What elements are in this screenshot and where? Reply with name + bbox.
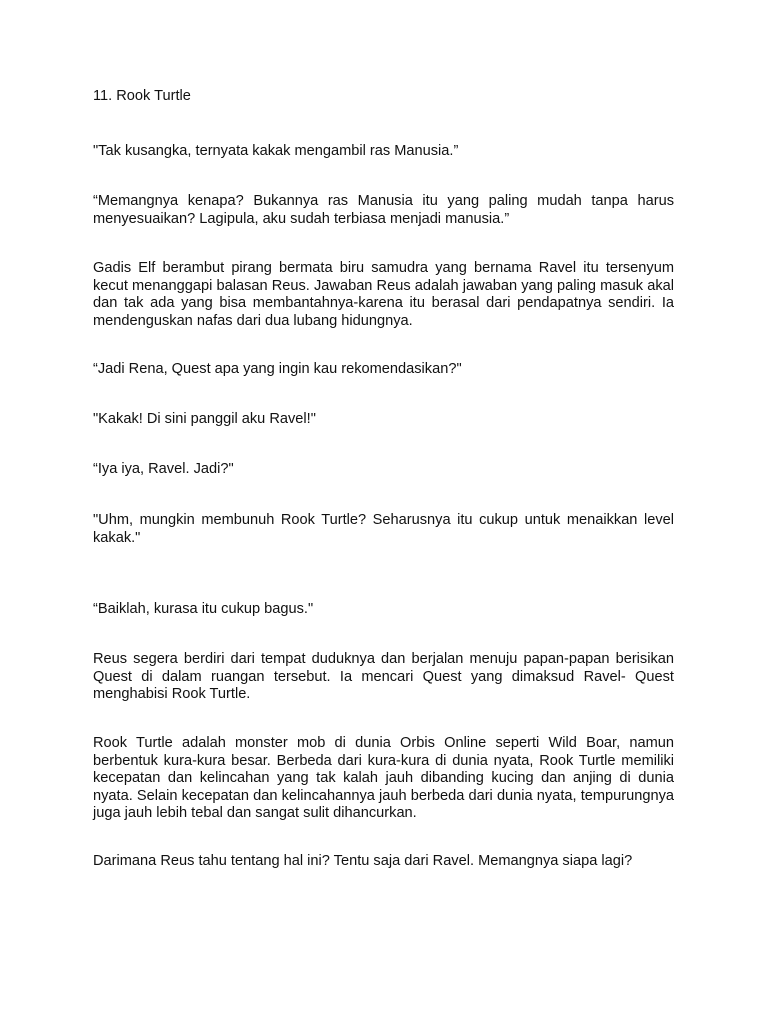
paragraph-9: Reus segera berdiri dari tempat duduknya dan berjalan menuju papan-papan berisikan Quest di dalam ruangan tersebut. Ia mencari Quest yang dimaksud Ravel- Quest menghabisi Rook Turtle.	[93, 651, 674, 703]
paragraph-3: Gadis Elf berambut pirang bermata biru samudra yang bernama Ravel itu tersenyum kecut menanggapi balasan Reus. Jawaban Reus adalah jawaban yang paling masuk akal dan tak ada yang bisa membantahnya-karena itu berasal dari pendapatnya sendiri. Ia mendenguskan nafas dari dua lubang hidungnya.	[93, 260, 674, 329]
paragraph-6: “Iya iya, Ravel. Jadi?"	[93, 461, 234, 477]
paragraph-4: “Jadi Rena, Quest apa yang ingin kau rekomendasikan?"	[93, 361, 462, 377]
paragraph-8: “Baiklah, kurasa itu cukup bagus."	[93, 601, 314, 617]
paragraph-2: “Memangnya kenapa? Bukannya ras Manusia itu yang paling mudah tanpa harus menyesuaikan? Lagipula, aku sudah terbiasa menjadi manusia.”	[93, 193, 674, 227]
paragraph-7: "Uhm, mungkin membunuh Rook Turtle? Seharusnya itu cukup untuk menaikkan level kakak."	[93, 512, 674, 546]
paragraph-11: Darimana Reus tahu tentang hal ini? Tentu saja dari Ravel. Memangnya siapa lagi?	[93, 853, 633, 869]
paragraph-1: "Tak kusangka, ternyata kakak mengambil ras Manusia.”	[93, 143, 459, 159]
paragraph-5: "Kakak! Di sini panggil aku Ravel!"	[93, 411, 316, 427]
chapter-title: 11. Rook Turtle	[93, 88, 191, 104]
paragraph-10: Rook Turtle adalah monster mob di dunia Orbis Online seperti Wild Boar, namun berbentuk kura-kura besar. Berbeda dari kura-kura di dunia nyata, Rook Turtle memiliki kecepatan dan kelincahan yang tak kalah jauh dibanding kucing dan anjing di dunia nyata. Selain kecepatan dan kelincahannya jauh berbeda dari dunia nyata, tempurungnya juga jauh lebih tebal dan sangat sulit dihancurkan.	[93, 735, 674, 822]
